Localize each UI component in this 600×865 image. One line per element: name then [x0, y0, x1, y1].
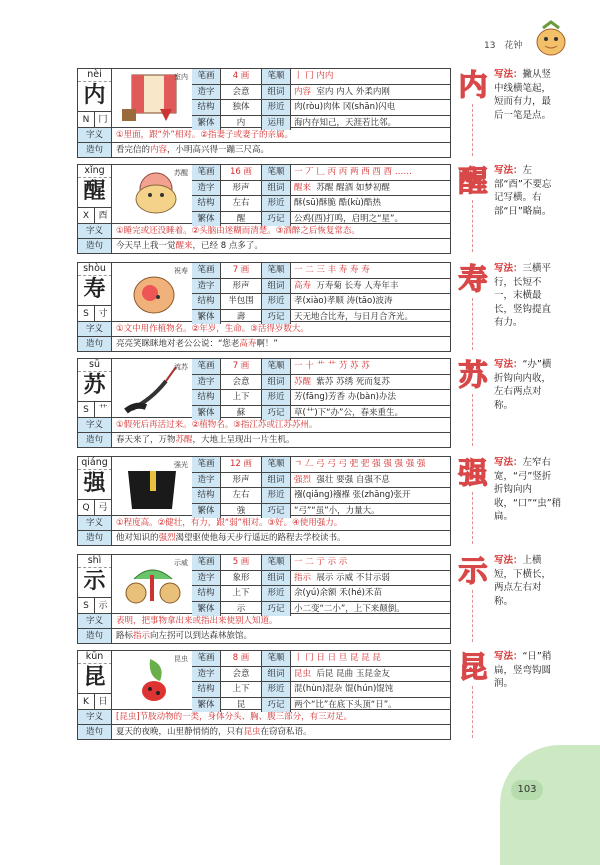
traditional: 強 — [221, 504, 262, 519]
index-box — [78, 597, 112, 615]
index-box — [78, 207, 112, 225]
label-order: 笔顺 — [262, 555, 291, 570]
label-form: 造字 — [192, 85, 221, 100]
label-strokes: 笔画 — [192, 165, 221, 180]
stroke-order: ㄱ 𠃋 弓 弓 弓 弝 弝 强 强 强 强 强 — [294, 459, 426, 469]
label-group: 组词 — [262, 375, 291, 390]
label-strokes: 笔画 — [192, 555, 221, 570]
pinyin: kūn — [78, 651, 112, 664]
words: 苏醒 醒酒 如梦初醒 — [316, 182, 390, 193]
illustration-caption: 祝寿 — [174, 267, 188, 275]
label-meaning: 字义 — [78, 128, 112, 142]
similar-chars: 余(yú)余额 禾(hé)禾苗 — [294, 588, 383, 598]
illustration-caption: 流苏 — [174, 363, 188, 371]
words: 室内 内人 外柔内刚 — [316, 86, 390, 97]
sentence-row — [77, 143, 451, 158]
char-grid — [77, 164, 451, 224]
write-text: 三横平行，长短不一，末横最长，竖钩提直有力。 — [494, 263, 552, 328]
outline-character: 寿 — [458, 262, 488, 296]
big-character: 醒 — [78, 177, 112, 207]
sentence-highlight: 强烈 — [158, 533, 176, 543]
stroke-order: 一 二 三 丰 寿 寿 寿 — [294, 265, 370, 275]
guide-line — [472, 200, 473, 252]
similar-chars: 混(hùn)混杂 馄(hún)馄饨 — [294, 684, 394, 694]
sentence-highlight: 高寿 — [239, 339, 257, 349]
lesson-title: 花钟 — [504, 41, 523, 51]
illustration — [112, 359, 193, 418]
label-trad: 繁体 — [192, 602, 221, 617]
label-strokes: 笔画 — [192, 651, 221, 666]
stroke-count: 4 画 — [221, 69, 262, 84]
illustration — [112, 651, 193, 710]
label-near: 形近 — [262, 390, 291, 405]
structure: 上下 — [221, 390, 262, 405]
guide-line — [472, 590, 473, 642]
label-usage: 巧记 — [262, 406, 291, 421]
big-character: 强 — [78, 469, 112, 499]
usage-text: 两个“比”在底下头顶“日”。 — [294, 699, 397, 710]
usage-text: 草(艹)下“办”公，春来重生。 — [294, 407, 403, 418]
meaning-row — [77, 516, 451, 531]
sentence-highlight: 昆虫 — [243, 727, 261, 737]
writing-tip — [494, 164, 554, 218]
label-trad: 繁体 — [192, 310, 221, 325]
illustration — [112, 457, 193, 516]
outline-character: 示 — [458, 554, 488, 588]
sentence-row — [77, 433, 451, 448]
stroke-count: 7 画 — [221, 359, 262, 374]
sentence-post: ，大地上呈现出一片生机。 — [192, 435, 295, 445]
words: 后昆 昆曲 玉昆金友 — [316, 668, 390, 679]
label-near: 形近 — [262, 488, 291, 503]
big-character: 示 — [78, 567, 112, 597]
illustration-caption: 室内 — [174, 73, 188, 81]
index-letter: S — [78, 402, 95, 419]
index-box — [78, 499, 112, 517]
stroke-count: 16 画 — [221, 165, 262, 180]
radical: 艹 — [98, 405, 108, 415]
sentence-highlight: 醒来 — [175, 241, 193, 251]
meaning-row — [77, 418, 451, 433]
big-character: 寿 — [78, 275, 112, 305]
info-table — [192, 359, 450, 420]
info-table — [192, 651, 450, 712]
illustration — [112, 69, 193, 128]
label-form: 造字 — [192, 571, 221, 586]
lesson-number: 13 — [484, 41, 496, 51]
writing-tip — [494, 358, 554, 412]
outline-character: 醒 — [458, 164, 488, 198]
label-usage: 巧记 — [262, 698, 291, 713]
guide-line — [472, 298, 473, 350]
formation: 会意 — [221, 667, 262, 682]
write-text: “办”横折钩向内收，左右两点对称。 — [494, 359, 552, 411]
sentence-highlight: 苏醒 — [175, 435, 193, 445]
traditional: 醒 — [221, 212, 262, 227]
label-sentence: 造句 — [78, 239, 112, 253]
write-label: 写法： — [494, 651, 523, 662]
write-label: 写法： — [494, 263, 523, 274]
word-highlight: 强烈 — [294, 474, 312, 485]
usage-text: 小二变“二小”，上下来颠倒。 — [294, 603, 405, 614]
meaning-row — [77, 322, 451, 337]
meaning-text: ①文中用作植物名。②年岁，生命。③活得岁数大。 — [116, 324, 309, 334]
formation: 会意 — [221, 85, 262, 100]
page-header — [478, 38, 522, 51]
sentence-pre: 春天来了，万物 — [116, 435, 176, 445]
writing-tip — [494, 554, 554, 608]
sentence-post: 向左拐可以到达森林旅馆。 — [150, 631, 253, 641]
usage-text: “弓”“虽”小，力量大。 — [294, 505, 380, 516]
write-text: 上横短，下横长，两点左右对称。 — [494, 555, 552, 607]
label-order: 笔顺 — [262, 69, 291, 84]
radical: 酉 — [98, 211, 108, 221]
traditional: 示 — [221, 602, 262, 617]
label-near: 形近 — [262, 196, 291, 211]
structure: 半包围 — [221, 294, 262, 309]
label-near: 形近 — [262, 100, 291, 115]
label-form: 造字 — [192, 473, 221, 488]
illustration-caption: 昆虫 — [174, 655, 188, 663]
writing-tip — [494, 262, 554, 330]
label-struct: 结构 — [192, 586, 221, 601]
label-sentence: 造句 — [78, 531, 112, 545]
words: 紫苏 苏绣 死而复苏 — [316, 376, 390, 387]
corner-decoration — [500, 745, 600, 865]
sentence-pre: 他对知识的 — [116, 533, 159, 543]
illustration — [112, 263, 193, 322]
index-letter: S — [78, 598, 95, 615]
label-strokes: 笔画 — [192, 457, 221, 472]
sentence-post: ，已经 8 点多了。 — [192, 241, 263, 251]
meaning-row — [77, 710, 451, 725]
radical: 寸 — [98, 309, 108, 319]
formation: 会意 — [221, 375, 262, 390]
stroke-order: 一 丆 𠃊 丙 丙 两 西 酉 酉 …… — [294, 167, 412, 177]
info-table — [192, 69, 450, 130]
char-grid — [77, 358, 451, 418]
sentence-row — [77, 629, 451, 644]
pinyin: shì — [78, 555, 112, 568]
char-grid — [77, 262, 451, 322]
sentence-row — [77, 531, 451, 546]
writing-tip — [494, 650, 554, 691]
info-table — [192, 263, 450, 324]
formation: 形声 — [221, 181, 262, 196]
word-highlight: 高寿 — [294, 280, 312, 291]
write-label: 写法： — [494, 555, 523, 566]
write-label: 写法： — [494, 165, 523, 176]
structure: 上下 — [221, 586, 262, 601]
illustration-caption: 强光 — [174, 461, 188, 469]
label-meaning: 字义 — [78, 224, 112, 238]
illustration — [112, 555, 193, 614]
label-order: 笔顺 — [262, 651, 291, 666]
label-group: 组词 — [262, 473, 291, 488]
label-form: 造字 — [192, 375, 221, 390]
structure: 左右 — [221, 488, 262, 503]
label-group: 组词 — [262, 181, 291, 196]
stroke-order: 一 二 亍 示 示 — [294, 557, 348, 567]
word-highlight: 苏醒 — [294, 376, 312, 387]
usage-text: 公鸡(酉)打鸣，启明之“星”。 — [294, 213, 403, 224]
label-strokes: 笔画 — [192, 69, 221, 84]
sentence-highlight: 内容 — [150, 145, 168, 155]
pinyin: shòu — [78, 263, 112, 276]
char-grid — [77, 650, 451, 710]
sentence-row — [77, 725, 451, 740]
label-meaning: 字义 — [78, 322, 112, 336]
label-sentence: 造句 — [78, 629, 112, 643]
label-usage: 巧记 — [262, 602, 291, 617]
big-character: 苏 — [78, 371, 112, 401]
index-letter: S — [78, 306, 95, 323]
label-usage: 巧记 — [262, 212, 291, 227]
label-strokes: 笔画 — [192, 263, 221, 278]
pinyin: sū — [78, 359, 112, 372]
label-trad: 繁体 — [192, 406, 221, 421]
stroke-order: 丨 冂 日 日 旦 昆 昆 昆 — [294, 653, 381, 663]
label-group: 组词 — [262, 85, 291, 100]
pinyin: xǐng — [78, 165, 112, 178]
label-order: 笔顺 — [262, 457, 291, 472]
label-usage: 运用 — [262, 116, 291, 131]
structure: 左右 — [221, 196, 262, 211]
label-trad: 繁体 — [192, 212, 221, 227]
writing-tip — [494, 68, 554, 122]
index-box — [78, 693, 112, 711]
index-letter: X — [78, 208, 95, 225]
label-group: 组词 — [262, 571, 291, 586]
illustration-caption: 苏醒 — [174, 169, 188, 177]
guide-line — [472, 104, 473, 156]
traditional: 昆 — [221, 698, 262, 713]
word-highlight: 醒来 — [294, 182, 312, 193]
meaning-row — [77, 614, 451, 629]
meaning-row — [77, 224, 451, 239]
sentence-pre: 路标 — [116, 631, 134, 641]
usage-text: 天无地合比寿，与日月合齐光。 — [294, 311, 414, 322]
label-usage: 巧记 — [262, 504, 291, 519]
words: 万寿菊 长寿 人寿年丰 — [316, 280, 399, 291]
label-sentence: 造句 — [78, 143, 112, 157]
pinyin: nèi — [78, 69, 112, 82]
traditional: 内 — [221, 116, 262, 131]
pinyin: qiáng — [78, 457, 112, 470]
write-text: 左部“酉”不要忘记写横。右部“日”略扁。 — [494, 165, 552, 217]
index-box — [78, 401, 112, 419]
label-meaning: 字义 — [78, 710, 112, 724]
write-text: 撇从竖中线横笔起，短而有力，最后一笔是点。 — [494, 69, 552, 121]
write-label: 写法： — [494, 69, 523, 80]
label-near: 形近 — [262, 682, 291, 697]
guide-line — [472, 492, 473, 544]
big-character: 内 — [78, 81, 112, 111]
sentence-post: ，小明高兴得一蹦三尺高。 — [167, 145, 270, 155]
label-form: 造字 — [192, 667, 221, 682]
word-highlight: 内容 — [294, 86, 312, 97]
info-table — [192, 555, 450, 616]
similar-chars: 襁(qiǎng)襁褓 张(zhāng)张开 — [294, 490, 411, 500]
label-group: 组词 — [262, 279, 291, 294]
label-meaning: 字义 — [78, 614, 112, 628]
meaning-text: ①假死后再活过来。②植物名。③指江苏或江苏苏州。 — [116, 420, 318, 430]
label-order: 笔顺 — [262, 263, 291, 278]
structure: 上下 — [221, 682, 262, 697]
char-grid — [77, 554, 451, 614]
label-trad: 繁体 — [192, 116, 221, 131]
write-text: 左窄右宽，“弓”竖折折钩向内收，“口”“虫”稍扁。 — [494, 457, 562, 522]
sentence-pre: 夏天的夜晚，山里静悄悄的，只有 — [116, 727, 244, 737]
similar-chars: 肉(ròu)肉体 冈(shān)闪电 — [294, 102, 396, 112]
label-order: 笔顺 — [262, 165, 291, 180]
meaning-row — [77, 128, 451, 143]
page-number: 103 — [511, 780, 543, 800]
sentence-highlight: 指示 — [133, 631, 151, 641]
index-box — [78, 305, 112, 323]
illustration — [112, 165, 193, 224]
sentence-post: 渴望驱使他每天步行遥远的路程去学校读书。 — [175, 533, 346, 543]
label-sentence: 造句 — [78, 433, 112, 447]
outline-character: 内 — [458, 68, 488, 102]
usage-text: 海内存知己，天涯若比邻。 — [294, 117, 397, 128]
meaning-text: [昆虫]节肢动物的一类，身体分头、胸、腹三部分，有三对足。 — [116, 712, 353, 722]
label-strokes: 笔画 — [192, 359, 221, 374]
meaning-text: 表明，把事物拿出来或指出来使别人知道。 — [116, 616, 278, 626]
write-text: “日”稍扁，竖弯钩圆润。 — [494, 651, 552, 689]
words: 展示 示威 不甘示弱 — [316, 572, 390, 583]
sentence-row — [77, 337, 451, 352]
index-letter: N — [78, 112, 95, 129]
outline-character: 强 — [458, 456, 488, 490]
char-grid — [77, 68, 451, 128]
big-character: 昆 — [78, 663, 112, 693]
word-highlight: 昆虫 — [294, 668, 312, 679]
stroke-count: 8 画 — [221, 651, 262, 666]
guide-line — [472, 394, 473, 446]
label-struct: 结构 — [192, 100, 221, 115]
meaning-text: ①睡完或还没睡着。②头脑由迷糊而清楚。③酒醉之后恢复常态。 — [116, 226, 360, 236]
outline-character: 昆 — [458, 650, 488, 684]
traditional: 壽 — [221, 310, 262, 325]
stroke-order: 丨 冂 内内 — [294, 71, 334, 81]
sentence-post: 啊！” — [256, 339, 278, 349]
word-highlight: 指示 — [294, 572, 312, 583]
label-form: 造字 — [192, 279, 221, 294]
label-meaning: 字义 — [78, 418, 112, 432]
label-struct: 结构 — [192, 390, 221, 405]
similar-chars: 芳(fāng)芳香 办(bàn)办法 — [294, 392, 396, 402]
outline-character: 苏 — [458, 358, 488, 392]
meaning-text: ①里面，跟“外”相对。②指妻子或妻子的亲属。 — [116, 130, 294, 140]
index-letter: Q — [78, 500, 95, 517]
label-order: 笔顺 — [262, 359, 291, 374]
sentence-post: 在窃窃私语。 — [260, 727, 312, 737]
stroke-count: 7 画 — [221, 263, 262, 278]
radical: 日 — [98, 697, 108, 707]
sentence-pre: 看完信的 — [116, 145, 151, 155]
sentence-pre: 亮亮笑眯眯地对老公公说：“您老 — [116, 339, 240, 349]
write-label: 写法： — [494, 359, 523, 370]
similar-chars: 酥(sū)酥脆 酷(kù)酷热 — [294, 198, 381, 208]
info-table — [192, 457, 450, 518]
sentence-row — [77, 239, 451, 254]
label-struct: 结构 — [192, 294, 221, 309]
writing-tip — [494, 456, 562, 524]
mascot-icon — [533, 18, 569, 58]
label-meaning: 字义 — [78, 516, 112, 530]
structure: 独体 — [221, 100, 262, 115]
write-label: 写法： — [494, 457, 523, 468]
sentence-pre: 今天早上我一觉 — [116, 241, 176, 251]
label-near: 形近 — [262, 586, 291, 601]
label-near: 形近 — [262, 294, 291, 309]
similar-chars: 孝(xiào)孝顺 涛(tāo)波涛 — [294, 296, 393, 306]
guide-line — [472, 686, 473, 738]
label-group: 组词 — [262, 667, 291, 682]
label-struct: 结构 — [192, 196, 221, 211]
label-struct: 结构 — [192, 682, 221, 697]
index-box — [78, 111, 112, 129]
label-trad: 繁体 — [192, 504, 221, 519]
label-sentence: 造句 — [78, 337, 112, 351]
stroke-count: 5 画 — [221, 555, 262, 570]
label-form: 造字 — [192, 181, 221, 196]
index-letter: K — [78, 694, 95, 711]
meaning-text: ①程度高。②健壮，有力，跟“弱”相对。③好。④使用强力。 — [116, 518, 343, 528]
words: 强壮 要强 自强不息 — [316, 474, 390, 485]
radical: 冂 — [98, 115, 108, 125]
traditional: 蘇 — [221, 406, 262, 421]
label-usage: 巧记 — [262, 310, 291, 325]
radical: 示 — [98, 601, 108, 611]
stroke-order: 一 十 艹 艹 芀 苏 苏 — [294, 361, 370, 371]
illustration-caption: 示威 — [174, 559, 188, 567]
label-struct: 结构 — [192, 488, 221, 503]
formation: 形声 — [221, 473, 262, 488]
label-trad: 繁体 — [192, 698, 221, 713]
radical: 弓 — [98, 503, 108, 513]
char-grid — [77, 456, 451, 516]
formation: 形声 — [221, 279, 262, 294]
label-sentence: 造句 — [78, 725, 112, 739]
info-table — [192, 165, 450, 226]
formation: 象形 — [221, 571, 262, 586]
stroke-count: 12 画 — [221, 457, 262, 472]
